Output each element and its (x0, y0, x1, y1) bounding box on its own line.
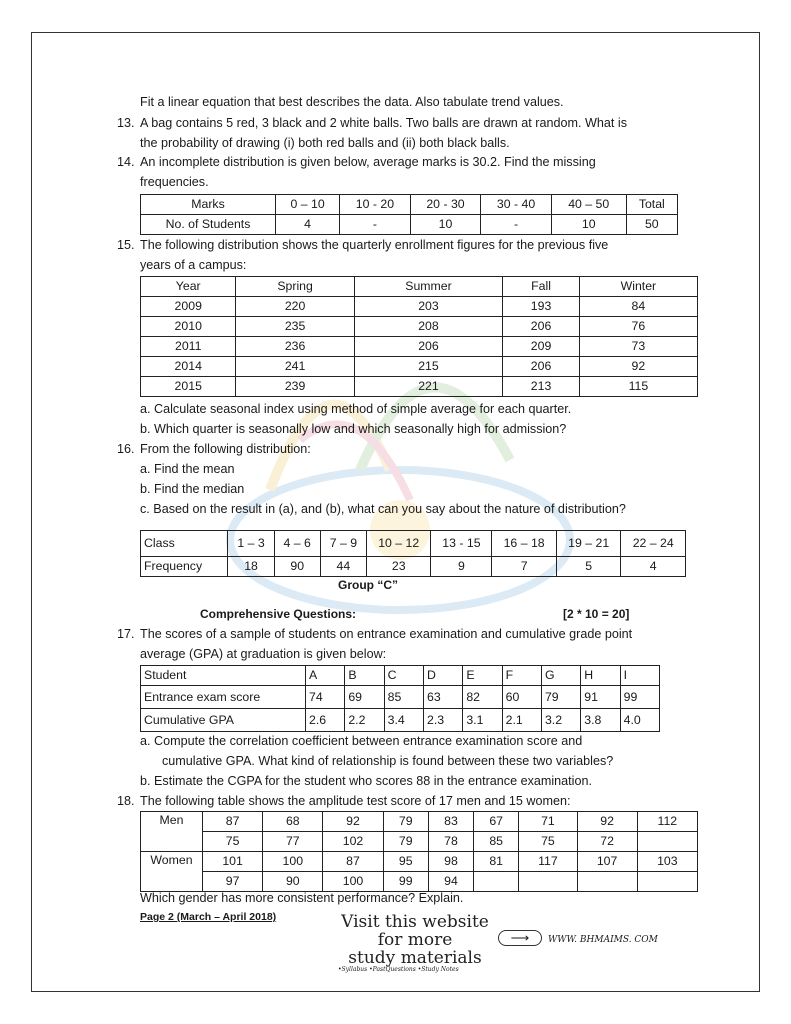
table-cell: 5 (556, 557, 621, 577)
table-cell: 206 (503, 317, 580, 337)
table-cell: 90 (274, 557, 320, 577)
table-cell: 98 (428, 852, 473, 872)
table-cell (577, 872, 637, 892)
table-cell: H (581, 666, 620, 686)
q18-closing: Which gender has more consistent performance? Explain. (140, 891, 464, 905)
table-cell: 85 (474, 832, 519, 852)
table-row (141, 812, 698, 832)
table-cell: 23 (366, 557, 431, 577)
table-cell: 2.3 (423, 709, 462, 732)
table-cell: 18 (228, 557, 274, 577)
q18-number: 18. (117, 794, 135, 808)
table-row (141, 666, 660, 686)
table-cell: 4 (621, 557, 686, 577)
table-cell: 16 – 18 (492, 531, 557, 557)
q13-line2: the probability of drawing (i) both red balls and (ii) both black balls. (140, 136, 510, 150)
table-cell: 10 (410, 215, 481, 235)
table-cell: 67 (474, 812, 519, 832)
table-cell: Winter (579, 277, 697, 297)
table-cell: 20 - 30 (410, 195, 481, 215)
table-cell: 236 (236, 337, 354, 357)
table-cell: 213 (503, 377, 580, 397)
table-cell: 7 – 9 (320, 531, 366, 557)
visit-line3: study materials (348, 948, 482, 968)
table-cell: 92 (577, 812, 637, 832)
q17-line2: average (GPA) at graduation is given below: (140, 647, 387, 661)
table-cell: 81 (474, 852, 519, 872)
table-cell: 115 (579, 377, 697, 397)
table-cell: Fall (503, 277, 580, 297)
table-cell: 75 (203, 832, 263, 852)
table-cell: 3.1 (463, 709, 502, 732)
women-label: Women (141, 852, 203, 892)
table-cell: 22 – 24 (621, 531, 686, 557)
arrow-icon: ⟶ (498, 930, 542, 946)
q17-part-b: b. Estimate the CGPA for the student who scores 88 in the entrance examination. (140, 774, 592, 788)
table-cell: 103 (637, 852, 697, 872)
q16-part-a: a. Find the mean (140, 462, 235, 476)
table-cell (474, 872, 519, 892)
q16-number: 16. (117, 442, 135, 456)
table-cell: 94 (428, 872, 473, 892)
table-row (141, 277, 698, 297)
table-cell: G (541, 666, 580, 686)
q14-line1: An incomplete distribution is given below, average marks is 30.2. Find the missing (140, 155, 596, 169)
q17-part-a-line2: cumulative GPA. What kind of relationship is found between these two variables? (162, 754, 614, 768)
group-heading: Group “C” (338, 578, 398, 592)
table-cell: D (423, 666, 462, 686)
q18-line1: The following table shows the amplitude test score of 17 men and 15 women: (140, 794, 571, 808)
table-cell: 69 (345, 686, 384, 709)
table-cell: 99 (383, 872, 428, 892)
table-cell: 209 (503, 337, 580, 357)
table-cell: 74 (306, 686, 345, 709)
table-cell: 87 (203, 812, 263, 832)
table-cell: 4 – 6 (274, 531, 320, 557)
table-cell: 84 (579, 297, 697, 317)
table-cell: Student (141, 666, 306, 686)
table-cell: 79 (541, 686, 580, 709)
q15-line1: The following distribution shows the quarterly enrollment figures for the previous five (140, 238, 609, 252)
marks-allocation: [2 * 10 = 20] (563, 607, 630, 621)
table-cell: Frequency (141, 557, 228, 577)
q18-table (140, 811, 698, 892)
table-row (141, 215, 678, 235)
table-cell: 73 (579, 337, 697, 357)
table-cell (637, 872, 697, 892)
table-cell: C (384, 666, 423, 686)
table-cell: 90 (263, 872, 323, 892)
q15-number: 15. (117, 238, 135, 252)
table-cell: 9 (431, 557, 492, 577)
table-cell: Cumulative GPA (141, 709, 306, 732)
table-cell: No. of Students (141, 215, 276, 235)
q16-table (140, 530, 686, 577)
table-cell: 215 (354, 357, 503, 377)
table-cell: 117 (519, 852, 577, 872)
table-cell: 10 - 20 (340, 195, 411, 215)
table-cell: 100 (263, 852, 323, 872)
table-cell: Summer (354, 277, 503, 297)
table-cell: 92 (323, 812, 383, 832)
table-cell: 2.2 (345, 709, 384, 732)
website-url: WWW. BHMAIMS. COM (548, 935, 658, 945)
q14-table (140, 194, 678, 235)
table-cell: 206 (503, 357, 580, 377)
table-cell: 79 (383, 812, 428, 832)
q14-line2: frequencies. (140, 175, 209, 189)
table-cell: 2.6 (306, 709, 345, 732)
table-cell: 99 (620, 686, 659, 709)
table-cell (519, 872, 577, 892)
table-cell: 220 (236, 297, 354, 317)
table-cell: 60 (502, 686, 541, 709)
table-cell: 221 (354, 377, 503, 397)
table-cell: 83 (428, 812, 473, 832)
table-cell: 3.2 (541, 709, 580, 732)
table-row (141, 852, 698, 872)
table-cell: 77 (263, 832, 323, 852)
intro-line: Fit a linear equation that best describes the data. Also tabulate trend values. (140, 95, 564, 109)
table-cell: 3.4 (384, 709, 423, 732)
table-cell: Spring (236, 277, 354, 297)
table-cell: 78 (428, 832, 473, 852)
table-cell: 100 (323, 872, 383, 892)
q13-line1: A bag contains 5 red, 3 black and 2 white balls. Two balls are drawn at random. What is (140, 116, 627, 130)
q15-part-b: b. Which quarter is seasonally low and which seasonally high for admission? (140, 422, 567, 436)
table-cell: 241 (236, 357, 354, 377)
table-cell: 235 (236, 317, 354, 337)
table-cell: Entrance exam score (141, 686, 306, 709)
table-cell: 87 (323, 852, 383, 872)
table-cell: 2.1 (502, 709, 541, 732)
table-cell: 2010 (141, 317, 236, 337)
visit-line2: for more (377, 930, 453, 950)
q17-line1: The scores of a sample of students on entrance examination and cumulative grade point (140, 627, 633, 641)
table-row (141, 686, 660, 709)
table-cell: 112 (637, 812, 697, 832)
table-cell: 4.0 (620, 709, 659, 732)
table-cell: B (345, 666, 384, 686)
q13-number: 13. (117, 116, 135, 130)
table-cell: 208 (354, 317, 503, 337)
table-cell: 7 (492, 557, 557, 577)
table-cell: 97 (203, 872, 263, 892)
table-cell: 92 (579, 357, 697, 377)
table-cell: 2011 (141, 337, 236, 357)
table-cell: F (502, 666, 541, 686)
table-cell: 79 (383, 832, 428, 852)
table-cell: - (481, 215, 552, 235)
comprehensive-heading: Comprehensive Questions: (200, 607, 357, 621)
table-cell: 10 (551, 215, 626, 235)
table-row (141, 317, 698, 337)
table-cell: 193 (503, 297, 580, 317)
table-row (141, 832, 698, 852)
q14-number: 14. (117, 155, 135, 169)
table-cell: 50 (626, 215, 677, 235)
table-row (141, 357, 698, 377)
q16-line1: From the following distribution: (140, 442, 311, 456)
table-cell: 91 (581, 686, 620, 709)
visit-tagline: •Syllabus •PastQuestions •Study Notes (338, 966, 459, 973)
table-cell: 75 (519, 832, 577, 852)
table-cell: 72 (577, 832, 637, 852)
table-cell: 101 (203, 852, 263, 872)
table-cell: 71 (519, 812, 577, 832)
table-cell: 13 - 15 (431, 531, 492, 557)
table-cell: 85 (384, 686, 423, 709)
table-cell (637, 832, 697, 852)
table-cell: 4 (276, 215, 340, 235)
q15-line2: years of a campus: (140, 258, 247, 272)
table-cell: Year (141, 277, 236, 297)
table-cell: 0 – 10 (276, 195, 340, 215)
table-row (141, 872, 698, 892)
table-cell: A (306, 666, 345, 686)
q16-part-c: c. Based on the result in (a), and (b), what can you say about the nature of distribution? (140, 502, 626, 516)
table-cell: 107 (577, 852, 637, 872)
table-cell: I (620, 666, 659, 686)
visit-line1: Visit this website (341, 912, 489, 932)
table-cell: 40 – 50 (551, 195, 626, 215)
table-row (141, 531, 686, 557)
table-cell: 206 (354, 337, 503, 357)
q16-part-b: b. Find the median (140, 482, 245, 496)
table-row (141, 297, 698, 317)
table-cell: 44 (320, 557, 366, 577)
table-row (141, 337, 698, 357)
table-cell: 30 - 40 (481, 195, 552, 215)
q17-number: 17. (117, 627, 135, 641)
table-cell: 203 (354, 297, 503, 317)
table-cell: 10 – 12 (366, 531, 431, 557)
table-cell: 2014 (141, 357, 236, 377)
table-cell: 3.8 (581, 709, 620, 732)
table-row (141, 377, 698, 397)
table-cell: 239 (236, 377, 354, 397)
table-row (141, 195, 678, 215)
table-cell: 63 (423, 686, 462, 709)
table-cell: 19 – 21 (556, 531, 621, 557)
table-cell: Total (626, 195, 677, 215)
men-label: Men (141, 812, 203, 852)
q17-part-a-line1: a. Compute the correlation coefficient between entrance examination score and (140, 734, 583, 748)
table-cell: Marks (141, 195, 276, 215)
table-cell: 1 – 3 (228, 531, 274, 557)
table-cell: 68 (263, 812, 323, 832)
table-cell: 2009 (141, 297, 236, 317)
table-row (141, 709, 660, 732)
table-cell: 95 (383, 852, 428, 872)
q15-table (140, 276, 698, 397)
table-row (141, 557, 686, 577)
table-cell: E (463, 666, 502, 686)
q17-table (140, 665, 660, 732)
table-cell: 102 (323, 832, 383, 852)
table-cell: 82 (463, 686, 502, 709)
table-cell: Class (141, 531, 228, 557)
page-footer: Page 2 (March – April 2018) (140, 911, 277, 923)
table-cell: - (340, 215, 411, 235)
table-cell: 76 (579, 317, 697, 337)
q15-part-a: a. Calculate seasonal index using method of simple average for each quarter. (140, 402, 572, 416)
table-cell: 2015 (141, 377, 236, 397)
